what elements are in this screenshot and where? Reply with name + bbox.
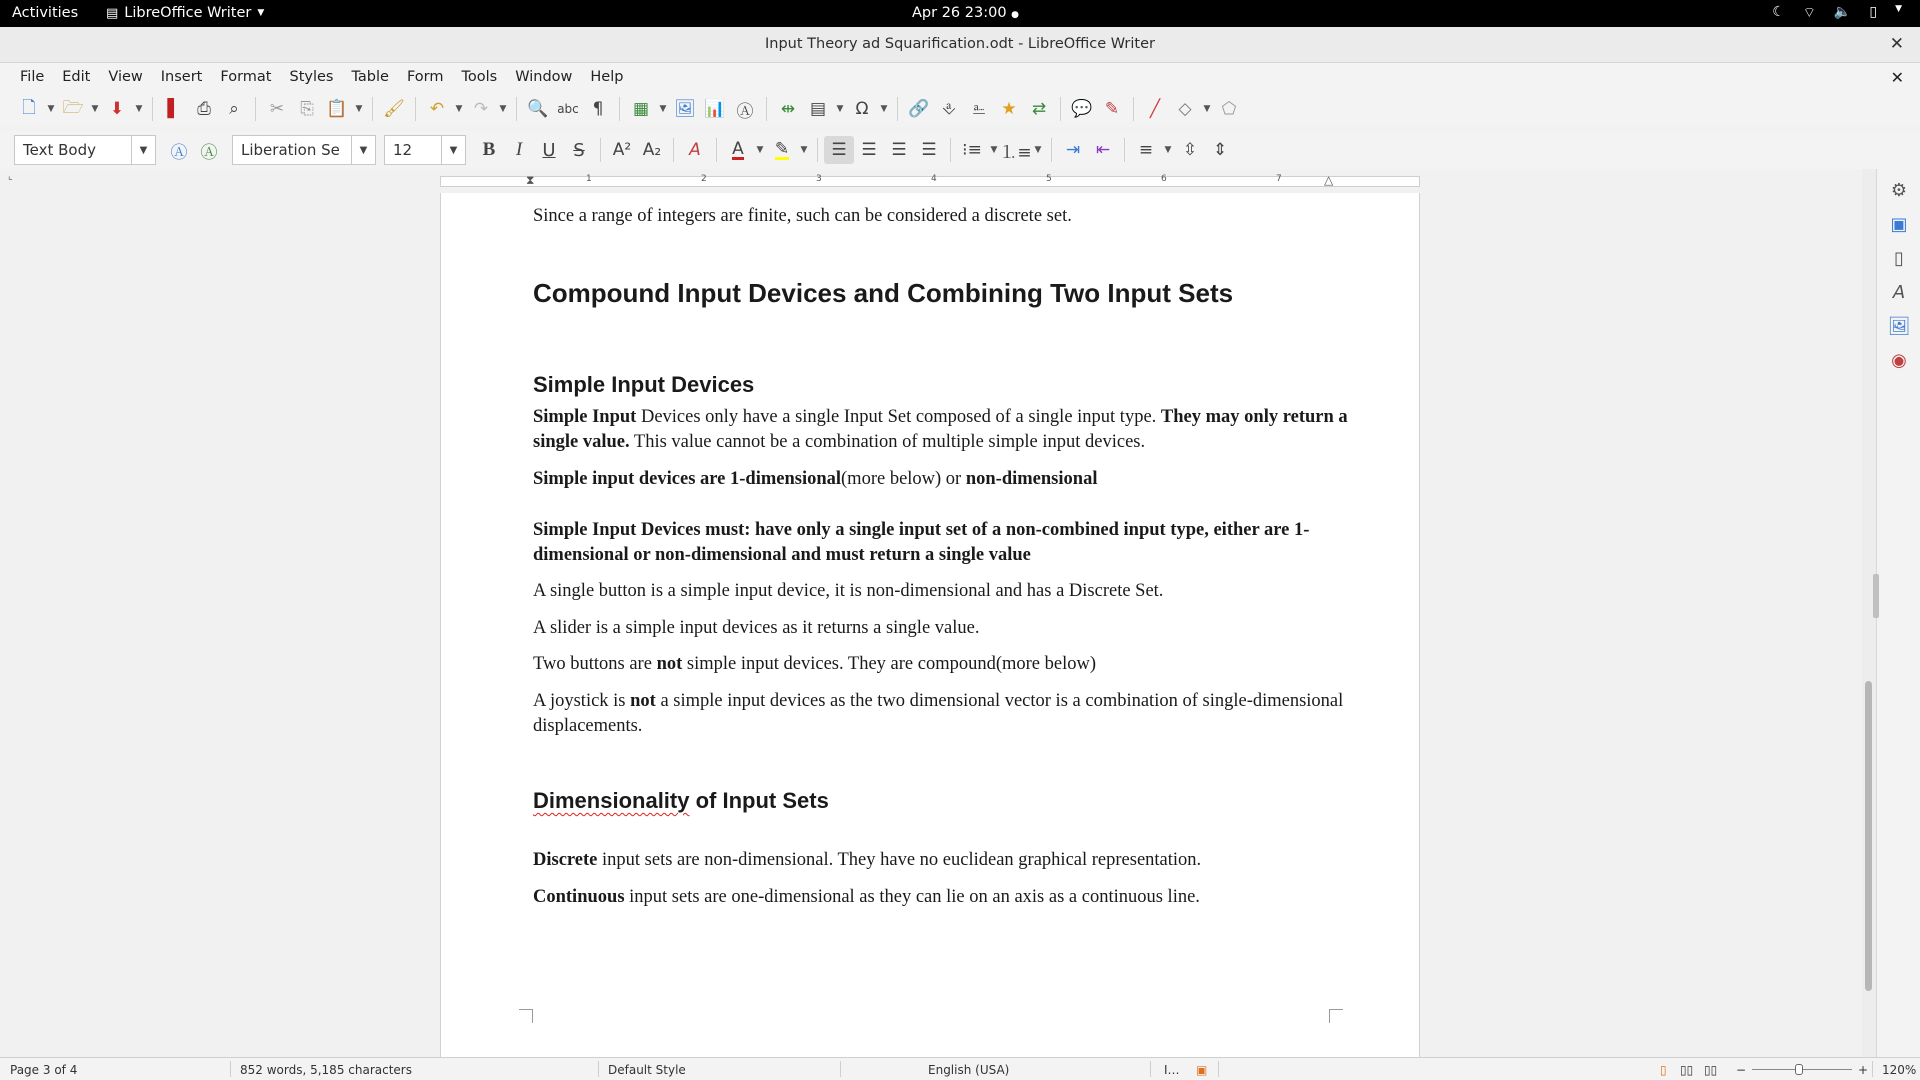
decrease-indent-button[interactable] [1088, 136, 1118, 164]
textbox-icon: Ⓐ [736, 101, 754, 122]
text-run: a simple input devices as the two dimensional vector is a combination of single-dimensional displacements. [533, 691, 1344, 736]
chevron-down-icon: ▼ [455, 104, 463, 114]
insert-chart-button[interactable] [700, 95, 730, 123]
export-pdf-button[interactable] [159, 95, 189, 123]
cross-reference-icon: ⇄ [1031, 99, 1047, 119]
folder-icon: 🗁 [62, 97, 84, 118]
insert-line-button[interactable] [1140, 95, 1170, 123]
paragraph-spacing-decrease-icon: ⇕ [1212, 140, 1228, 160]
ruler-tick: 1 [586, 174, 592, 184]
bullet-list-icon: ⁝≡ [962, 140, 982, 160]
window-title-bar [0, 27, 1920, 63]
save-icon: ⬇ [109, 99, 125, 119]
single-page-view-button[interactable]: ▯ [1660, 1063, 1667, 1077]
toolbar-separator [897, 97, 898, 121]
left-indent-marker[interactable]: ⧗ [526, 173, 535, 187]
text-run: input sets are one-dimensional as they can lie on an axis as a continuous line. [624, 887, 1200, 907]
status-divider [230, 1061, 231, 1077]
zoom-level[interactable]: 120% [1882, 1063, 1917, 1077]
find-replace-icon: 🔍 [527, 99, 549, 119]
close-icon: ✕ [1889, 34, 1904, 54]
toolbar-separator [619, 97, 620, 121]
insert-endnote-button[interactable] [964, 95, 994, 123]
line-spacing-icon: ≡ [1138, 140, 1154, 160]
ordered-list-button[interactable] [1001, 136, 1031, 164]
ruler-tick: 3 [816, 174, 822, 184]
chevron-down-icon[interactable]: ▼ [351, 136, 375, 164]
diamond-icon: ◇ [1178, 99, 1192, 119]
shapes-icon: ⬠ [1221, 99, 1237, 119]
bold-text: Simple Input Devices must: have only a single input set of a non-combined input type, either are 1-dimensional or non-dimensional and must return a single value [533, 520, 1310, 565]
paragraph[interactable]: A slider is a simple input devices as it returns a single value. [533, 618, 980, 638]
increase-indent-button[interactable] [1058, 136, 1088, 164]
clock[interactable] [912, 5, 1019, 21]
align-left-button[interactable] [824, 136, 854, 164]
numbered-list-dropdown-button[interactable] [1031, 136, 1045, 164]
scissors-icon: ✂ [269, 99, 285, 119]
compass-icon: ◉ [1891, 349, 1907, 371]
bold-text: They may only return a single value. [533, 407, 1348, 452]
ruler-tick: 2 [701, 174, 707, 184]
bold-text: Continuous [533, 887, 625, 907]
sidebar-properties-button[interactable] [1886, 211, 1912, 237]
text-run: Devices only have a single Input Set composed of a single input type. [636, 407, 1161, 427]
strikethrough-icon: S [573, 139, 585, 161]
toolbar-separator [516, 97, 517, 121]
menu-help[interactable]: Help [590, 69, 624, 85]
new-document-icon: 🗋 [22, 97, 36, 118]
toolbar-separator [255, 97, 256, 121]
menu-window[interactable]: Window [515, 69, 573, 85]
horizontal-ruler[interactable] [440, 173, 1420, 187]
pdf-icon: ▌ [167, 99, 181, 119]
formatting-toolbar [0, 131, 1920, 169]
spelling-button[interactable] [553, 95, 583, 123]
language[interactable]: English (USA) [928, 1063, 1010, 1077]
subscript-icon: A₂ [642, 140, 662, 160]
bold-text: not [656, 654, 683, 674]
paintbrush-icon: 🖌 [383, 99, 405, 119]
clock-label: Apr 26 23:00 [912, 5, 1007, 21]
font-name-combo[interactable] [232, 135, 376, 165]
redo-dropdown-button[interactable] [496, 95, 510, 123]
print-preview-button[interactable] [219, 95, 249, 123]
gear-icon: ⚙ [1890, 179, 1908, 201]
menu-format[interactable]: Format [220, 69, 272, 85]
ruler-tick: 5 [1046, 174, 1052, 184]
highlight-dropdown-button[interactable] [797, 136, 811, 164]
menu-insert[interactable]: Insert [160, 69, 203, 85]
justify-icon: ☰ [921, 140, 937, 160]
menu-bar [0, 63, 1920, 91]
insert-image-button[interactable] [670, 95, 700, 123]
table-dropdown-button[interactable] [656, 95, 670, 123]
track-changes-icon: ✎ [1104, 99, 1120, 119]
zoom-in-button[interactable]: + [1858, 1063, 1869, 1077]
cut-button[interactable] [262, 95, 292, 123]
toolbar-separator [950, 138, 951, 162]
chevron-down-icon: ▼ [756, 145, 764, 155]
text-run: input sets are non-dimensional. They have no euclidean graphical representation. [597, 850, 1202, 870]
chevron-down-icon: ▼ [1895, 4, 1902, 14]
insert-special-character-button[interactable] [847, 95, 877, 123]
undo-dropdown-button[interactable] [452, 95, 466, 123]
highlighter-icon: ✎ [774, 138, 790, 159]
align-center-button[interactable] [854, 136, 884, 164]
align-center-icon: ☰ [861, 140, 877, 160]
close-window-button[interactable] [1890, 34, 1904, 54]
toolbar-separator [716, 138, 717, 162]
scrollbar-thumb[interactable] [1865, 681, 1872, 991]
paragraph[interactable] [533, 467, 1353, 492]
chevron-down-icon[interactable]: ▼ [441, 136, 465, 164]
chevron-down-icon: ▼ [1034, 145, 1042, 155]
volume-icon: 🔈 [1833, 4, 1852, 20]
paragraph-style-value: Text Body [23, 141, 96, 159]
sidebar-settings-button[interactable] [1886, 177, 1912, 203]
update-style-icon: Ⓐ [170, 142, 188, 163]
bold-text: Discrete [533, 850, 598, 870]
new-document-button[interactable] [14, 95, 44, 123]
font-name-value: Liberation Se [241, 141, 340, 159]
special-character-dropdown-button[interactable] [877, 95, 891, 123]
right-indent-marker[interactable]: △ [1324, 173, 1334, 187]
system-top-bar [0, 0, 1920, 27]
toolbar-separator [1133, 97, 1134, 121]
outdent-icon: ⇤ [1095, 140, 1111, 160]
update-style-button[interactable] [164, 136, 194, 164]
superscript-button[interactable] [607, 136, 637, 164]
gallery-icon: 🖼 [1887, 315, 1911, 337]
ruler-tick: 4 [931, 174, 937, 184]
zoom-out-button[interactable]: − [1736, 1063, 1747, 1077]
sidebar-deck [1876, 169, 1920, 1057]
footnote-icon: ⎀ [942, 99, 956, 119]
paragraph[interactable]: Since a range of integers are finite, such can be considered a discrete set. [533, 206, 1072, 226]
italic-button[interactable] [504, 136, 534, 164]
strikethrough-button[interactable] [564, 136, 594, 164]
insert-page-break-button[interactable] [773, 95, 803, 123]
bold-button[interactable] [474, 136, 504, 164]
font-color-dropdown-button[interactable] [753, 136, 767, 164]
superscript-icon: A² [612, 140, 632, 160]
toolbar-separator [1124, 138, 1125, 162]
close-document-button[interactable] [1891, 68, 1904, 87]
insert-hyperlink-button[interactable] [904, 95, 934, 123]
toolbar-separator [766, 97, 767, 121]
ruler-tick: 7 [1276, 174, 1282, 184]
document-modified-icon[interactable]: ▣ [1196, 1063, 1208, 1077]
field-dropdown-button[interactable] [833, 95, 847, 123]
underline-button[interactable] [534, 136, 564, 164]
styles-icon: A [1892, 281, 1906, 303]
align-right-icon: ☰ [891, 140, 907, 160]
standard-toolbar [0, 91, 1920, 127]
indent-icon: ⇥ [1065, 140, 1081, 160]
status-divider [1218, 1061, 1219, 1077]
menu-form[interactable]: Form [406, 69, 444, 85]
sidebar-navigator-button[interactable] [1886, 347, 1912, 373]
misspelled-word[interactable]: Dimensionality [533, 788, 690, 813]
open-button[interactable] [58, 95, 88, 123]
menu-tools[interactable]: Tools [461, 69, 498, 85]
system-tray[interactable] [1772, 4, 1902, 22]
window-title: Input Theory ad Squarification.odt - LibreOffice Writer [765, 36, 1155, 52]
status-bar [0, 1057, 1920, 1080]
sidebar-styles-button[interactable] [1886, 279, 1912, 305]
insert-textbox-button[interactable] [730, 95, 760, 123]
ruler-corner-icon: ⌞ [8, 171, 13, 182]
toolbar-separator [817, 138, 818, 162]
paragraph[interactable] [533, 405, 1353, 455]
font-size-combo[interactable] [384, 135, 466, 165]
chevron-down-icon: ▼ [135, 104, 143, 114]
comment-icon: 💬 [1071, 99, 1093, 119]
paragraph[interactable] [533, 885, 1353, 910]
insert-table-button[interactable] [626, 95, 656, 123]
image-icon: 🖼 [674, 99, 696, 119]
print-button[interactable] [189, 95, 219, 123]
numbered-list-icon: ⒈≡ [1000, 142, 1032, 163]
app-menu-label: LibreOffice Writer [124, 5, 252, 21]
zoom-slider-thumb[interactable] [1795, 1064, 1803, 1075]
app-menu[interactable] [106, 5, 264, 21]
multi-page-view-button[interactable]: ▯▯ [1680, 1063, 1694, 1077]
status-divider [598, 1061, 599, 1077]
chevron-down-icon: ▼ [836, 104, 844, 114]
close-icon: ✕ [1890, 68, 1904, 87]
endnote-icon: ⎁ [972, 99, 986, 119]
clear-formatting-icon: A [689, 140, 701, 160]
basic-shapes-button[interactable] [1170, 95, 1200, 123]
chevron-down-icon: ▼ [880, 104, 888, 114]
heading-1[interactable]: Compound Input Devices and Combining Two Input Sets [533, 278, 1234, 308]
new-style-button[interactable] [194, 136, 224, 164]
italic-icon: I [515, 139, 523, 160]
insert-field-button[interactable] [803, 95, 833, 123]
line-icon: ╱ [1149, 99, 1161, 119]
status-divider [1150, 1061, 1151, 1077]
unordered-list-button[interactable] [957, 136, 987, 164]
paragraph-spacing-icon: ⇳ [1182, 140, 1198, 160]
bold-text: Simple Input [533, 407, 637, 427]
save-button[interactable] [102, 95, 132, 123]
font-color-button[interactable] [723, 136, 753, 164]
menu-file[interactable]: File [20, 69, 45, 85]
text-run: Two buttons are [533, 654, 657, 674]
insert-cross-reference-button[interactable] [1024, 95, 1054, 123]
increase-paragraph-spacing-button[interactable] [1175, 136, 1205, 164]
menu-view[interactable]: View [108, 69, 143, 85]
menu-table[interactable]: Table [351, 69, 389, 85]
chevron-down-icon: ▼ [659, 104, 667, 114]
font-size-value: 12 [393, 141, 413, 159]
shapes-dropdown-button[interactable] [1200, 95, 1214, 123]
chevron-down-icon: ▼ [355, 104, 363, 114]
battery-icon: ▯ [1869, 4, 1878, 20]
text-boundary-corner [519, 1009, 533, 1023]
sidebar-gallery-button[interactable] [1886, 313, 1912, 339]
paragraph[interactable]: A single button is a simple input device, it is non-dimensional and has a Discrete Set. [533, 581, 1164, 601]
chevron-down-icon: ▼ [499, 104, 507, 114]
undo-icon: ↶ [429, 99, 445, 119]
toolbar-separator [600, 138, 601, 162]
toolbar-separator [152, 97, 153, 121]
new-style-icon: Ⓐ [200, 142, 218, 163]
paragraph-style-combo[interactable] [14, 135, 156, 165]
status-divider [1872, 1061, 1873, 1077]
toolbar-separator [673, 138, 674, 162]
open-dropdown-button[interactable] [88, 95, 102, 123]
formatting-marks-button[interactable] [583, 95, 613, 123]
chart-icon: 📊 [704, 99, 726, 119]
spellcheck-icon: abc [557, 102, 579, 116]
star-icon: ★ [1001, 99, 1017, 119]
bold-text: Simple input devices are 1-dimensional [533, 469, 842, 489]
chevron-down-icon: ▼ [1203, 104, 1211, 114]
bold-text: non-dimensional [965, 469, 1098, 489]
page-style[interactable]: Default Style [608, 1063, 686, 1077]
activities-button[interactable]: Activities [12, 5, 79, 21]
decrease-paragraph-spacing-button[interactable] [1205, 136, 1235, 164]
menu-styles[interactable]: Styles [289, 69, 334, 85]
paste-dropdown-button[interactable] [352, 95, 366, 123]
text-run: of Input Sets [689, 788, 829, 813]
printer-icon: ⎙ [197, 99, 211, 119]
document-workspace[interactable] [0, 169, 1862, 1057]
justify-button[interactable] [914, 136, 944, 164]
text-run: simple input devices. They are compound(more below) [682, 654, 1097, 674]
clone-formatting-button[interactable] [379, 95, 409, 123]
bullet-list-dropdown-button[interactable] [987, 136, 1001, 164]
find-replace-button[interactable] [523, 95, 553, 123]
status-divider [840, 1061, 841, 1077]
paragraph[interactable] [533, 518, 1353, 568]
table-icon: ▦ [632, 99, 650, 119]
draw-functions-button[interactable] [1214, 95, 1244, 123]
pilcrow-icon: ¶ [592, 99, 604, 119]
clipboard-icon: 📋 [326, 99, 348, 119]
word-count[interactable]: 852 words, 5,185 characters [240, 1063, 412, 1077]
document-page[interactable] [440, 193, 1420, 1057]
notification-dot-icon: ● [1011, 10, 1020, 20]
menu-edit[interactable]: Edit [62, 69, 91, 85]
save-dropdown-button[interactable] [132, 95, 146, 123]
underline-icon: U [542, 139, 556, 161]
page-count[interactable]: Page 3 of 4 [10, 1063, 78, 1077]
text-run: A joystick is [533, 691, 631, 711]
paragraph[interactable] [533, 652, 1353, 677]
document-icon: ▤ [106, 5, 119, 21]
subscript-button[interactable] [637, 136, 667, 164]
copy-icon: ⎘ [300, 99, 314, 119]
text-run: (more below) or [841, 469, 966, 489]
text-run: This value cannot be a combination of multiple simple input devices. [629, 432, 1146, 452]
toolbar-separator [1060, 97, 1061, 121]
print-preview-icon: ⌕ [229, 99, 239, 119]
link-icon: 🔗 [908, 99, 930, 119]
sidebar-resize-handle[interactable] [1873, 574, 1879, 618]
sidebar-page-button[interactable] [1886, 245, 1912, 271]
chevron-down-icon: ▼ [800, 145, 808, 155]
bold-text: not [630, 691, 656, 711]
insert-mode-icon[interactable]: I… [1164, 1063, 1180, 1077]
redo-icon: ↷ [473, 99, 489, 119]
line-spacing-button[interactable] [1131, 136, 1161, 164]
insert-footnote-button[interactable] [934, 95, 964, 123]
align-right-button[interactable] [884, 136, 914, 164]
toolbar-separator [1051, 138, 1052, 162]
toolbar-separator [415, 97, 416, 121]
field-icon: ▤ [809, 99, 827, 119]
new-dropdown-button[interactable] [44, 95, 58, 123]
insert-comment-button[interactable] [1067, 95, 1097, 123]
heading-2[interactable] [533, 787, 1353, 815]
paste-button[interactable] [322, 95, 352, 123]
toolbar-separator [372, 97, 373, 121]
font-color-icon: A [732, 138, 744, 159]
omega-icon: Ω [855, 99, 869, 119]
text-boundary-corner [1329, 1009, 1343, 1023]
paragraph[interactable] [533, 689, 1353, 739]
bold-icon: B [482, 139, 496, 160]
line-spacing-dropdown-button[interactable] [1161, 136, 1175, 164]
highlight-color-button[interactable] [767, 136, 797, 164]
ruler-tick: 6 [1161, 174, 1167, 184]
chevron-down-icon[interactable]: ▼ [131, 136, 155, 164]
copy-button[interactable] [292, 95, 322, 123]
paragraph[interactable] [533, 848, 1353, 873]
chevron-down-icon: ▼ [257, 8, 265, 18]
chevron-down-icon: ▼ [91, 104, 99, 114]
page-icon: ▯ [1894, 247, 1904, 269]
book-view-button[interactable]: ▯▯ [1704, 1063, 1718, 1077]
track-changes-button[interactable] [1097, 95, 1127, 123]
clear-formatting-button[interactable] [680, 136, 710, 164]
align-left-icon: ☰ [831, 140, 847, 160]
insert-bookmark-button[interactable] [994, 95, 1024, 123]
undo-button[interactable] [422, 95, 452, 123]
chevron-down-icon: ▼ [990, 145, 998, 155]
wifi-icon: ⌔ [1802, 5, 1816, 21]
chevron-down-icon: ▼ [1164, 145, 1172, 155]
redo-button[interactable] [466, 95, 496, 123]
properties-icon: ▣ [1890, 213, 1908, 235]
heading-2[interactable]: Simple Input Devices [533, 372, 755, 397]
chevron-down-icon: ▼ [47, 104, 55, 114]
night-light-icon: ☾ [1772, 4, 1785, 20]
page-break-icon: ⇹ [780, 99, 796, 119]
